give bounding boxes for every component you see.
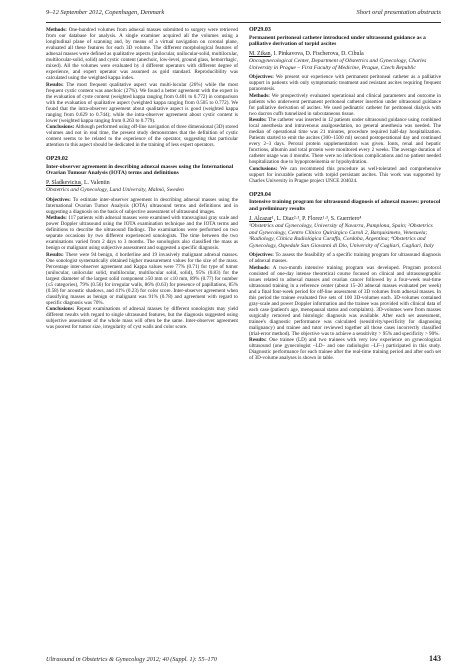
affiliation-op29-03: Oncogynecological Center, Department of Obstetrics and Gynecology, Charles University in Prague – First Faculty of Medicine, Prague, Czech Republic [249, 58, 427, 71]
abstract-title-op29-04: Intensive training program for ultrasound diagnosis of adnexal masses: protocol and preliminary results [249, 199, 441, 212]
results-op29-03: Results: The catheter was inserted in 12 patients under ultrasound guidance using combined local anesthesia and intravenous analgosedation, no general anesthesia was needed. The median of operational time was 21 minutes, procedure required half-day hospitalization. Patients started to emit the ascites (300–1500 ml) second postoperational day and continued every 2–3 days. Peroral protein supplementation was given. Ionts, renal and hepatic functions, albumin and total protein were monitored every 2 weeks. The average duration of catheter usage was 4 months. There were no infectious complications and no patient needed hospitalization due to hypoproteinemia or hypohydration. [249, 117, 441, 166]
methods-op29-03: Methods: We prospectively evaluated operational and clinical parameters and outcome in patients who underwent permanent peritoneal catheter insertion under ultrasound guidance for palliative derivation of ascites. We used pedinatric catheter for peritoneal dialysis with two dacron cuffs tunnelized in subcutaneous tissue. [249, 92, 441, 117]
results-op29-02: Results: There were 94 benign, 4 borderline and 19 invasively malignant adnexal masses. One sonologist systematically obtained higher measurement values for the size of the mass. Percentage inter-observer agreement and Kappa values were 77% (0.71) for type of tumor (unilocular, unilocular solid, multilocular, multilocular solid, solid), 95% (0.83) for the largest diameter of the largest solid component ≥50 mm or ≤10 mm, 89% (0.77) for number (≤5 categories), 79% (0.56) for irregular walls, 86% (0.63) for presence of papillations, 85% (0.58) for acoustic shadows, and 41% (0.23) for color score. Inter-observer agreement when classifying masses as benign or malignant was 91% (0.78) and agreement with regard to specific diagnosis was 70%. [46, 251, 238, 306]
authors-op29-04: J. Alcazar¹, L. Diaz²·³, P. Florez¹·³, S. Guerriero⁴ [249, 215, 362, 222]
objectives-op29-03: Objectives: We present our experience with permanent peritoneal catheter as a palliative support in patients with only symptomatic treatment and resistant ascites requiring frequent paracentesis. [249, 74, 441, 93]
objectives-op29-04: Objectives: To assess the feasibility of a specific training program for ultrasound diagnosis of adnexal masses. [249, 252, 441, 265]
continued-results: Results: The most frequent qualitative aspect was multi-locular (26%) while the most frequent cystic content was anechoic (27%). We found a better agreement with the expert in the evaluation of cyste content (weighted kappa ranging from 0.401 to 0.772) in comparison with the evaluation of qualitative aspect (weighted kappa ranging from 0.505 to 0.772). We found that the intra-observer agreement about qualitative aspect is good (weighted kappa ranging from 0.629 to 0.744); while the intra-observer agreement about cystic content is lower (weighted kappa ranging from 0.263 to 0.779). [46, 81, 238, 124]
abstract-id-op29-04: OP29.04 [249, 191, 271, 198]
left-column [46, 27, 238, 647]
presenting-author: M. Zikan [249, 50, 271, 57]
objectives-op29-02: Objectives: To estimate inter-observer agreement in describing adnexal masses using the International Ovarian Tumor Analysis (IOTA) ultrasound terms and definitions and in suggesting a diagnosis on the basis of subjective assessment of ultrasound images. [46, 196, 238, 215]
header-right: Short oral presentation abstracts [356, 9, 441, 16]
conclusions-op29-02: Conclusions: Repeat examinations of adnexal masses by different sonologists may yield different results with regard to single ultrasound features, but the diagnosis suggested using subjective assessment of the whole mass will often be the same. Inter-observer agreement was poorest for tumor size, irregularity of cyst walls and color score. [46, 306, 238, 331]
continued-methods: Methods: One-hundred volumes from adnexal masses submitted to surgery were retrieved from our database for analysis. A single examiner acquired all the volumes using a longitudinal plane of scanning and, by means of a virtual navigation on coronal plane, evaluated all these features for each 3D volume. The different morphological features of adnexal masses were defined as qualitative aspects (unilocular, unilocular-solid, multilocular, multilocular-solid, solid) and cystic content (anechoic, low-level, ground glass, hemorrhagic, mixed). All the volumes were evaluated by 4 different operators with different degree of experience, and expert operator was assumed as gold standard. Reproducibility was calculated using the weighted kappa index. [46, 27, 238, 81]
abstract-id-op29-03: OP29.03 [249, 27, 271, 33]
right-column [249, 27, 441, 647]
running-header [46, 9, 441, 21]
header-left: 9–12 September 2012, Copenhagen, Denmark [46, 9, 165, 16]
affiliation-op29-04: ¹Obstetrics and Gynecology, University of Navarra, Pamplona, Spain; ²Obstetrics and Gynecology, Centro Clínico Quirúrgico Caroli 2, Barquisimeto, Venezuela; ³Radiology, Clínica Radiológica Caraffa, Cordoba, Argentina; ⁴Obstetrics and Gynecology, Ospedale San Giovanni di Dio, University of Cagliari, Cagliari, Italy [249, 223, 434, 249]
methods-op29-04: Methods: A two-month intensive training program was developed. Program protocol consisted of one-day intense theoretical course focused on clinical and ultrasonographic issues related to adnexal masses and ovarian cancer followed by a four-week real-time ultrasound training in a reference center (about 15–20 adnexal masses evaluated per week) and a final four-week period for off-line assessment of 3D volumes from adnexal masses. In this period the trainee evaluated five sets of 100 3D-volumes each. 3D-volumes contained gray-scale and power Doppler information and the trainee was provided with clinical data of each case (patient's age, menopausal status and complaints). 3D-volumes were from masses surgically removed and histologic diagnosis was available. After each set assessment, trainee's diagnostic performance was calculated (sensitivity/specificity for diagnosing malignancy) and trainee and tutor reviewed together all those cases incorrectly classified (trial-error method). The objective was to achieve a sensitivity > 95% and specificity > 90%. [249, 264, 441, 337]
header-rule [46, 22, 441, 23]
results-op29-04: Results: One trainee (LD) and two trainees with very low experience on gynecological ultrasound (one gynecologist –LD– and one radiologist –LF–) participated in this study. Diagnostic performance for each trainee after the real-time training period and after each set of 3D-volume analyses is shown in table. [249, 337, 441, 362]
presenting-author: J. Alcazar [249, 215, 272, 222]
presenting-author: P. Sladkevicius [46, 179, 82, 186]
page-number: 143 [429, 654, 441, 663]
abstract-title-op29-02: Inter-observer agreement in describing adnexal masses using the International Ovarian Tumour Analysis (IOTA) terms and definitions [46, 163, 234, 177]
methods-op29-02: Methods: 117 patients with adnexal masses were examined with transvaginal gray scale and power Doppler ultrasound using the IOTA examination technique and the IOTA terms and definitions to describe the ultrasound findings. The examinations were performed on two separate occasions by two different experienced sonologists. The time between the two examinations varied from 2 days to 3 months. The sonologists also classified the mass as benign or malignant using subjective assessment and suggested a specific diagnosis. [46, 215, 238, 252]
journal-citation: Ultrasound in Obstetrics & Gynecology 2012; 40 (Suppl. 1): 55–170 [46, 656, 217, 663]
continued-conclusions: Conclusions: Although performed using off-line navigation of three dimensional (3D) stored volumes and not in real time, the present study demonstrates that the definition of cystic content seems to be related to the experience of the operator, suggesting that particular attention to this aspect should be dedicated in the training of less expert operators. [46, 124, 238, 148]
conclusions-op29-03: Conclusions: We can recommend this procedure as well-tolerated and comprehensive support for incurable patients with torpid persistant ascites. This work was supported by Charles University in Prague project UNCE 204024. [249, 165, 441, 184]
abstract-id-op29-02: OP29.02 [46, 156, 68, 162]
abstract-title-op29-03: Permanent peritoneal catheter introduced under ultrasound guidance as a palliative derivation of torpid ascites [249, 34, 426, 48]
authors-op29-02: P. Sladkevicius, L. Valentin [46, 179, 110, 186]
authors-op29-03: M. Zikan, I. Pinkavova, D. Fischerova, D. Cibula [249, 50, 364, 57]
affiliation-op29-02: Obstetrics and Gynecology, Lund University, Malmö, Sweden [46, 187, 184, 194]
